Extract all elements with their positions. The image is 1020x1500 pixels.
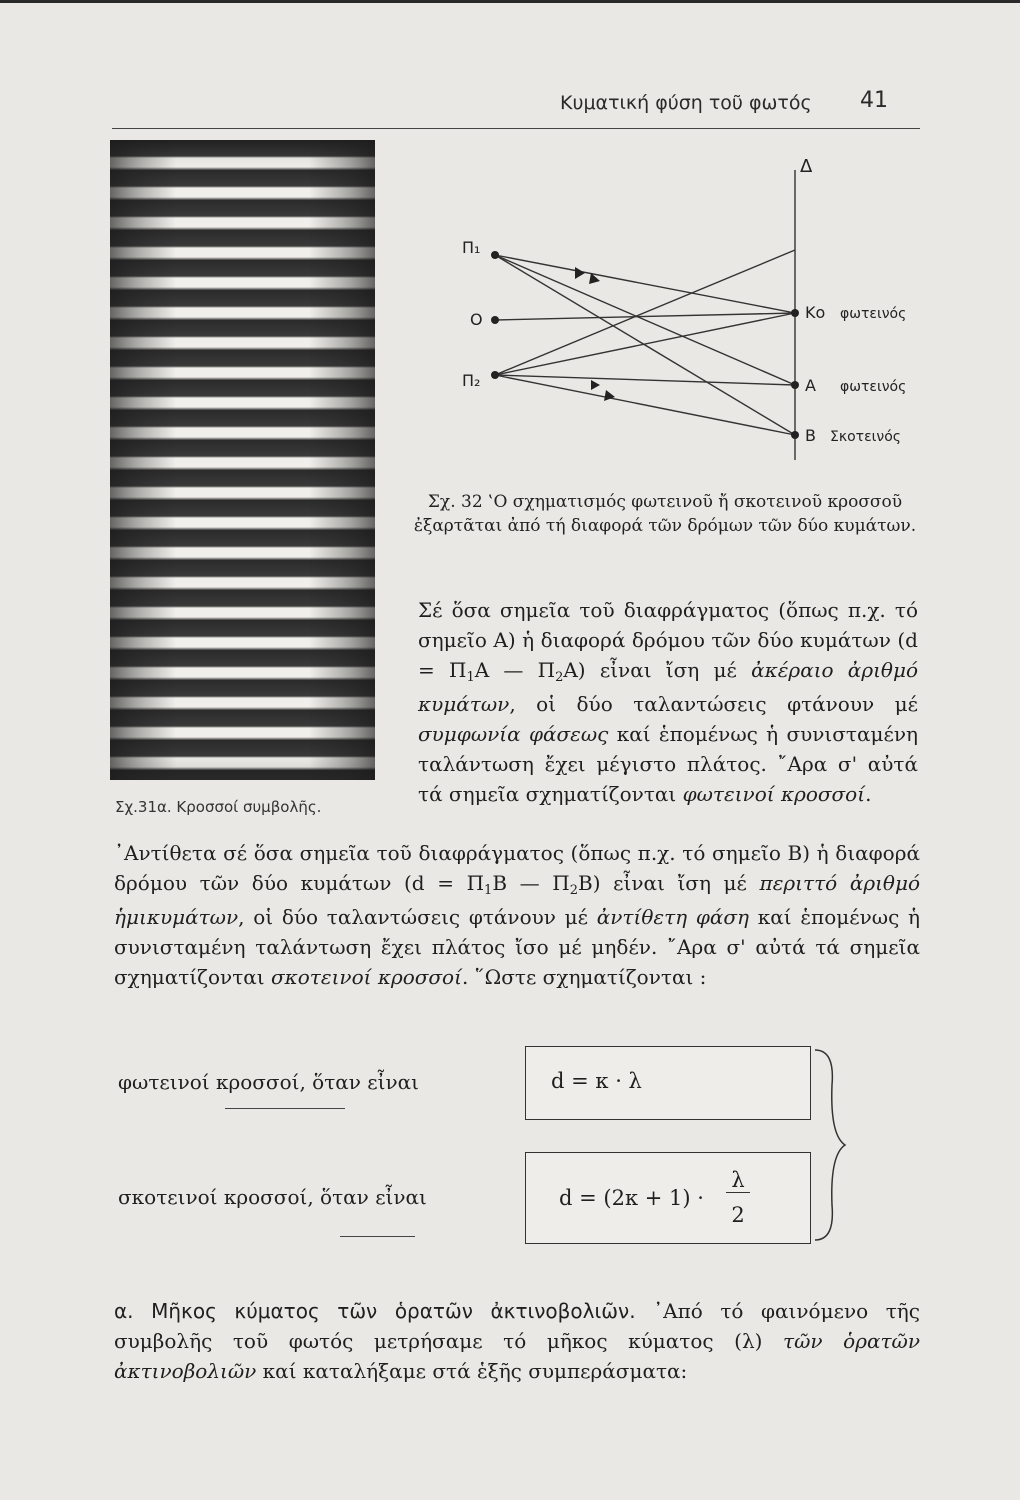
dark-formula-numerator: λ xyxy=(726,1168,750,1193)
dark-formula-box xyxy=(525,1152,811,1244)
pencil-underline-1 xyxy=(225,1108,345,1109)
section-a-text-2: καί καταλήξαμε στά ἑξῆς συμπεράσματα: xyxy=(256,1359,688,1383)
paragraph-dark-fringes xyxy=(114,838,920,992)
p1-italic-1: ἀκέραιο ἀριθμό κυμάτων xyxy=(418,658,918,716)
p2-italic-3: σκοτεινοί κροσσοί xyxy=(270,965,462,989)
slit-1-dot xyxy=(491,251,499,259)
label-point-b-desc: Σκοτεινός xyxy=(830,429,901,445)
bright-condition-label: φωτεινοί κροσσοί, ὅταν εἶναι xyxy=(118,1070,420,1094)
label-point-a: A xyxy=(805,376,816,395)
p1-text-5: καί ἑπομένως ἡ συνισταμένη ταλάντωση ἔχει μέγιστο πλάτος. ῎Αρα σ' αὐτά τά σημεῖα σχηματίζονται xyxy=(418,722,919,806)
dark-formula-left: d = (2κ + 1) · xyxy=(559,1186,704,1210)
p2-sub-1: 1 xyxy=(484,883,493,898)
label-center: O xyxy=(470,310,483,329)
point-b-dot xyxy=(791,431,799,439)
point-k-dot xyxy=(791,309,799,317)
section-a-paragraph xyxy=(114,1296,920,1386)
label-slit-2: Π₂ xyxy=(462,371,481,390)
section-a-text-1: ᾽Από τό φαινόμενο τῆς συμβολῆς τοῦ φωτός μετρήσαμε τό μῆκος κύματος (λ) xyxy=(114,1299,920,1353)
center-dot xyxy=(491,316,499,324)
bright-formula: d = κ · λ xyxy=(551,1069,642,1093)
bright-formula-box xyxy=(525,1046,811,1120)
p2-text-1: ᾽Αντίθετα σέ ὅσα σημεῖα τοῦ διαφράγματος (ὅπως π.χ. τό σημεῖο B) ἡ διαφορά δρόμου τῶν δύο κυμάτων (d = Π xyxy=(114,841,920,895)
label-screen: Δ xyxy=(800,156,813,177)
p1-text-1: Σέ ὅσα σημεῖα τοῦ διαφράγματος (ὅπως π.χ. τό σημεῖο A) ἡ διαφορά δρόμου τῶν δύο κυμάτων (d = Π xyxy=(418,598,918,682)
p2-italic-1: περιττό ἀριθμό ἡμικυμάτων xyxy=(114,871,921,929)
p2-text-6: . ῞Ωστε σχηματίζονται : xyxy=(461,965,707,989)
running-header xyxy=(560,88,888,114)
slit-2-dot xyxy=(491,371,499,379)
p2-italic-2: ἀντίθετη φάση xyxy=(596,905,750,929)
figure-32-caption: Σχ. 32 ‛Ο σχηματισμός φωτεινοῦ ἤ σκοτεινοῦ κροσσοῦ ἐξαρτᾶται ἀπό τή διαφορά τῶν δρόμων τῶν δύο κυμάτων. xyxy=(413,492,917,536)
p2-text-4: , οἱ δύο ταλαντώσεις φτάνουν μέ xyxy=(238,905,597,929)
label-point-a-desc: φωτεινός xyxy=(840,379,907,395)
dark-condition-label: σκοτεινοί κροσσοί, ὅταν εἶναι xyxy=(118,1185,427,1209)
arrow-head-1 xyxy=(575,267,585,279)
p1-sub-2: 2 xyxy=(555,670,564,685)
section-a-heading: α. Μῆκος κύματος τῶν ὁρατῶν ἀκτινοβολιῶν. xyxy=(114,1299,636,1323)
p1-sub-1: 1 xyxy=(466,670,475,685)
figure-31-caption: Σχ.31α. Κροσσοί συμβολῆς. xyxy=(115,798,322,816)
dark-formula-denominator: 2 xyxy=(731,1203,745,1227)
p1-text-4: , οἱ δύο ταλαντώσεις φτάνουν μέ xyxy=(509,692,918,716)
p1-text-3: A) εἶναι ἴση μέ xyxy=(563,658,752,682)
paragraph-bright-fringes xyxy=(418,595,918,809)
label-point-k: Kο xyxy=(805,303,826,322)
curly-brace xyxy=(810,1045,850,1245)
figure-32-diagram xyxy=(450,150,930,480)
p2-sub-2: 2 xyxy=(569,883,578,898)
label-point-k-desc: φωτεινός xyxy=(840,306,907,322)
ray-p1-b xyxy=(495,255,795,435)
pencil-underline-2 xyxy=(340,1236,415,1237)
arrow-head-3 xyxy=(591,380,600,390)
header-rule xyxy=(112,128,920,129)
p1-text-2: A — Π xyxy=(474,658,556,682)
p1-text-6: . xyxy=(865,782,872,806)
p2-text-3: B) εἶναι ἴση μέ xyxy=(578,871,760,895)
p1-italic-2: συμφωνία φάσεως xyxy=(418,722,609,746)
ray-o-k xyxy=(495,313,795,320)
p1-italic-3: φωτεινοί κροσσοί xyxy=(682,782,866,806)
page-top-edge xyxy=(0,0,1020,3)
label-point-b: B xyxy=(805,426,816,445)
ray-p2-top xyxy=(495,250,795,375)
point-a-dot xyxy=(791,381,799,389)
label-slit-1: Π₁ xyxy=(462,238,481,257)
section-a-italic-1: τῶν ὁρατῶν ἀκτινοβολιῶν xyxy=(114,1329,920,1383)
ray-p1-k xyxy=(495,255,795,313)
page-number: 41 xyxy=(860,88,888,113)
p2-text-5: καί ἑπομένως ἡ συνισταμένη ταλάντωση ἔχει πλάτος ἴσο μέ μηδέν. ῎Αρα σ' αὐτά τά σημεῖα σχηματίζονται xyxy=(114,905,920,989)
p2-text-2: B — Π xyxy=(492,871,570,895)
interference-fringes-photo xyxy=(110,140,375,780)
running-title: Κυματική φύση τοῦ φωτός xyxy=(560,92,812,114)
